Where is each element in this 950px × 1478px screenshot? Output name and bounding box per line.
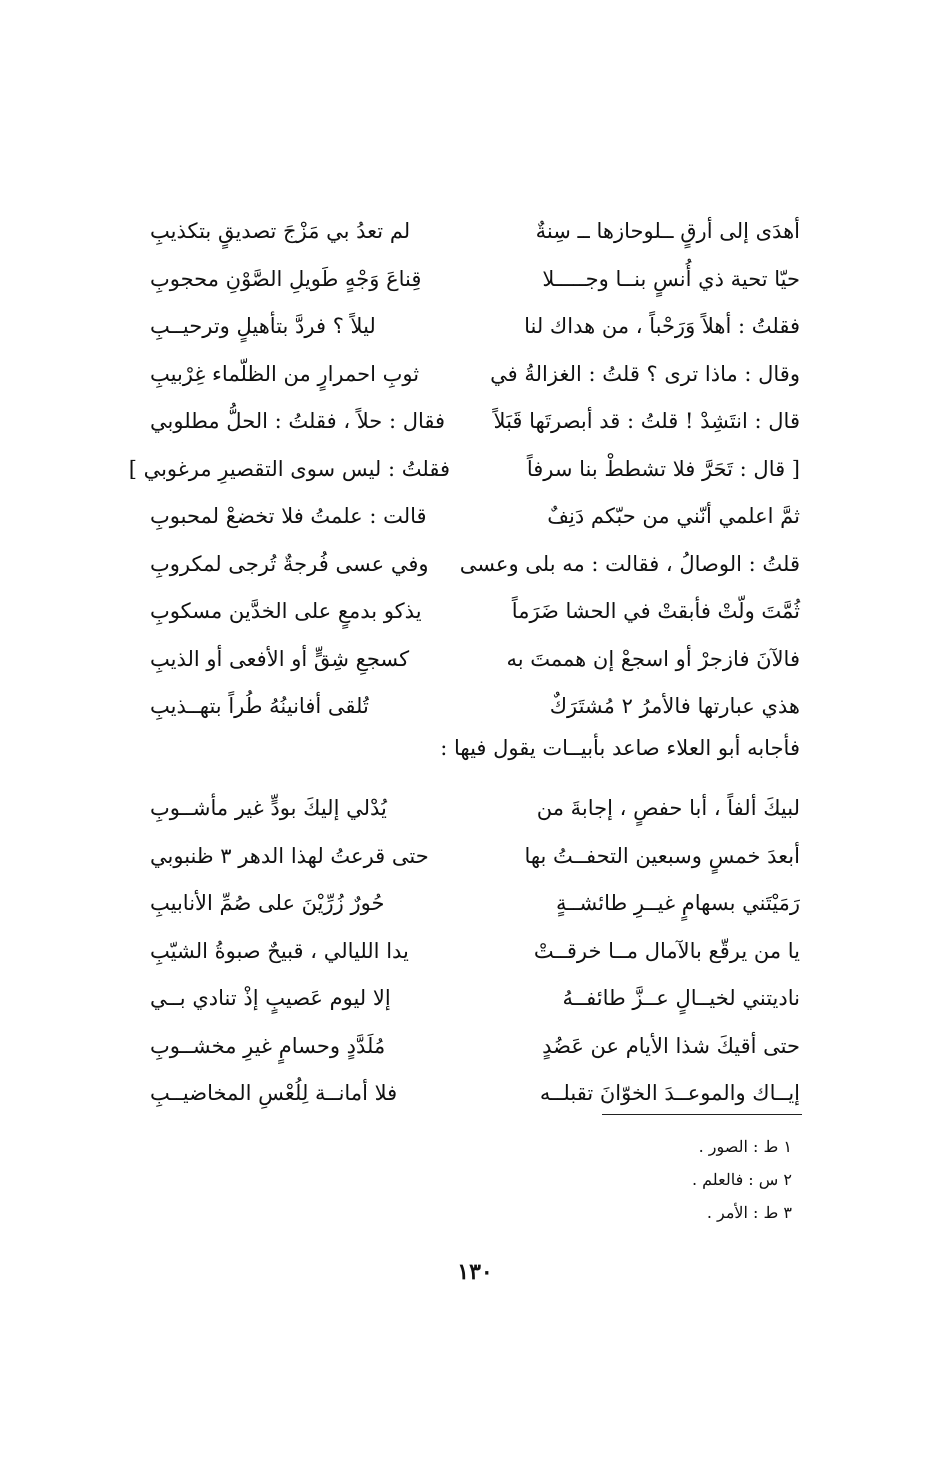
verse-second-hemistich: يذكو بدمعٍ على الخدَّين مسكوبِ [150,599,422,623]
verse-first-hemistich: حيّا تحية ذي أُنسٍ بنــا وجـــــلا [542,266,800,291]
intro-prose-line: فأجابه أبو العلاء صاعد بأبيــات يقول فيها : [440,736,800,760]
footnote-item: ١ ط : الصور . [698,1137,792,1156]
footnote-item: ٢ س : فالعلم . [691,1170,792,1189]
verse-line [128,446,800,494]
verse-first-hemistich: رَمَيْتَني بسهامٍ غيــرِ طائشــةٍ [555,891,800,915]
verse-second-hemistich: فلا أمانــة لِلُعْسِ المخاضيــبِ [150,1081,398,1105]
verse-second-hemistich: قالت : علمتُ فلا تخضعْ لمحبوبِ [150,504,427,528]
verse-line [150,588,800,636]
verse-second-hemistich: حتى قرعتُ لهذا الدهر ٣ ظنبوبي [150,843,429,868]
verse-line [150,880,800,928]
verse-first-hemistich: فقلتُ : أهلاً وَرَحْباً ، من هداك لنا [524,314,800,338]
poem-stanza-one [128,208,800,731]
verse-first-hemistich: ثُمَّتَ ولّتْ فأبقتْ في الحشا ضَرَماً [511,599,800,623]
verse-second-hemistich: حُورٌ زُرِّيْنَ على صُمِّ الأنابيبِ [150,891,385,915]
verse-second-hemistich: لم تعدُ بي مَزْجَ تصديقٍ بتكذيبِ [150,219,411,243]
verse-second-hemistich: فقال : حلاً ، فقلتُ : الحلُّ مطلوبي [150,409,446,433]
verse-line [150,928,800,976]
verse-second-hemistich: تُلقى أفانينُهُ طُراً بتهــذيبِ [150,694,369,718]
verse-second-hemistich: فقلتُ : ليس سوى التقصيرِ مرغوبي ] [128,456,450,481]
verse-line [150,303,800,351]
verse-line [150,208,800,256]
verse-line [150,975,800,1023]
verse-second-hemistich: قِناعَ وَجْهٍ طَويلِ الصَّوْنِ محجوبِ [150,266,422,291]
footnote-separator-rule [602,1114,802,1115]
verse-first-hemistich: قلتُ : الوصالُ ، فقالت : مه بلى وعسى [459,551,800,576]
verse-first-hemistich: لبيكَ ألفاً ، أبا حفصٍ ، إجابةَ من [536,796,800,820]
verse-second-hemistich: كسجعِ شِقٍّ أو الأفعى أو الذيبِ [150,646,410,671]
verse-line [150,1023,800,1071]
verse-line [150,256,800,304]
footnote-item: ٣ ط : الأمر . [706,1203,792,1222]
verse-first-hemistich: إيــاك والموعــدَ الخوّانَ تقبلــه [539,1081,800,1105]
verse-second-hemistich: وفي عسى فُرجةٌ تُرجى لمكروبِ [150,551,429,576]
verse-line [150,541,800,589]
verse-line [150,785,800,833]
verse-first-hemistich: يا من يرقّع بالآمال مــا خرقــتْ [533,938,800,963]
verse-first-hemistich: أهدَى إلى أرقٍ ــلوحازها ــ سِنةٌ [535,219,800,243]
verse-first-hemistich: ناديتني لخيــالٍ عــزَّ طائفــهُ [562,986,800,1010]
verse-second-hemistich: إلا ليوم عَصيبٍ إذْ تنادي بــي [150,986,391,1010]
poem-stanza-two [150,785,800,1118]
verse-first-hemistich: [ قال : تَحَرَّ فلا تشططْ بنا سرفاً [526,456,800,481]
verse-second-hemistich: يدا الليالي ، قبيحٌ صبوةُ الشيّبِ [150,938,409,963]
verse-line [150,683,800,731]
verse-line [150,833,800,881]
verse-first-hemistich: حتى أقيكَ شذا الأيام عن عَضُدٍ [542,1033,800,1058]
verse-first-hemistich: قال : انتَشِدْ ! قلتُ : قد أبصرتَها قَبَلاً [493,409,800,433]
verse-line [150,398,800,446]
verse-second-hemistich: يُدْلي إليكَ بودٍّ غير مأشــوبِ [150,796,387,820]
verse-line [150,636,800,684]
page-number: ١٣٠ [457,1259,493,1285]
verse-line [150,351,800,399]
verse-first-hemistich: فالآنَ فازجرْ أو اسجعْ إن هممتَ به [506,646,800,671]
verse-first-hemistich: ثمَّ اعلمي أنّني من حبّكم دَنِفٌ [547,504,800,528]
verse-first-hemistich: وقال : ماذا ترى ؟ قلتُ : الغزالةُ في [490,361,800,386]
verse-second-hemistich: ثوبِ احمرارٍ من الظلّماء غِرْبيبِ [150,361,420,386]
verse-first-hemistich: هذي عبارتها فالأمرُ ٢ مُشتَرَكٌ [549,694,800,718]
footnotes [532,1130,792,1229]
verse-first-hemistich: أبعدَ خمسٍ وسبعين التحفــتُ بها [524,843,800,868]
verse-second-hemistich: مُلَدَّدٍ وحسامٍ غيرِ مخشــوبِ [150,1033,386,1058]
verse-line [150,1070,800,1118]
verse-second-hemistich: ليلاً ؟ فردَّ بتأهيلٍ وترحيــبِ [150,314,376,338]
verse-line [150,493,800,541]
